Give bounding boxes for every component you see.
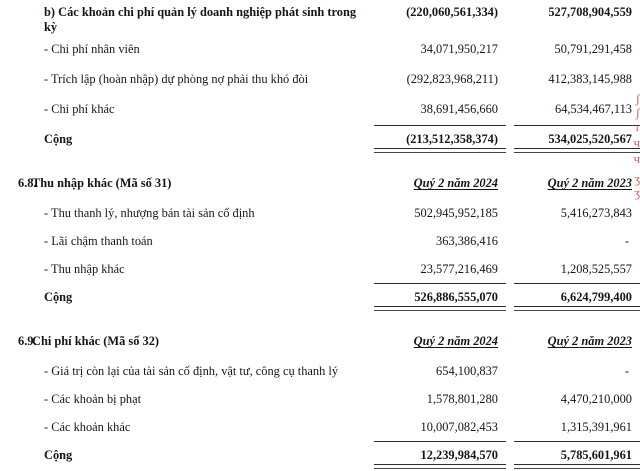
section-heading-row	[0, 327, 640, 357]
section-heading-row	[0, 169, 640, 199]
total-value-prior: 6,624,799,400	[512, 283, 640, 313]
row-number-spacer	[0, 385, 22, 413]
section-number	[0, 0, 22, 35]
table-row	[0, 227, 640, 255]
table-row	[0, 357, 640, 385]
row-label: - Thu nhập khác	[44, 262, 125, 277]
table-row	[0, 199, 640, 227]
row-number-spacer	[0, 255, 22, 283]
row-label: - Chi phí khác	[44, 102, 115, 117]
table-row	[0, 385, 640, 413]
row-value-prior: 1,208,525,557	[560, 262, 632, 277]
total-row	[0, 125, 640, 155]
row-value-current: 10,007,082,453	[420, 420, 498, 435]
total-value-prior: 5,785,601,961	[512, 441, 640, 471]
row-number-spacer	[0, 357, 22, 385]
row-value-prior: 64,534,467,113	[555, 102, 632, 117]
margin-annotation-mark: ʃ	[635, 105, 640, 120]
section-spacer	[0, 155, 640, 169]
table-row	[0, 413, 640, 441]
row-value-prior: 50,791,291,458	[554, 42, 632, 57]
total-label: Cộng	[44, 290, 73, 305]
row-number-spacer	[0, 413, 22, 441]
total-row	[0, 283, 640, 313]
row-value-prior: -	[624, 234, 629, 249]
section-title: Thu nhập khác (Mã số 31)	[32, 176, 172, 191]
row-number-spacer	[0, 227, 22, 255]
total-value-current: (213,512,358,374)	[372, 125, 506, 155]
row-label: - Chi phí nhân viên	[44, 42, 140, 57]
row-value-current: 654,100,837	[436, 364, 498, 379]
column-header-current: Quý 2 năm 2024	[413, 334, 498, 349]
row-value-current: 1,578,801,280	[426, 392, 498, 407]
table-row	[0, 35, 640, 65]
total-row	[0, 441, 640, 471]
total-value-current: 526,886,555,070	[372, 283, 506, 313]
row-number-spacer	[0, 35, 22, 65]
row-value-current: 34,071,950,217	[420, 42, 498, 57]
table-row	[0, 95, 640, 125]
row-label: - Các khoản khác	[44, 420, 131, 435]
total-value-current: 12,239,984,570	[372, 441, 506, 471]
section-number: 6.9.	[18, 334, 37, 349]
margin-annotation-mark: ч	[633, 135, 640, 150]
margin-annotation-mark: ɾ	[635, 119, 640, 134]
section-heading-row	[0, 0, 640, 35]
section-title-value-current: (220,060,561,334)	[406, 5, 498, 19]
row-value-prior: 5,416,273,843	[560, 206, 632, 221]
row-value-current: 38,691,456,660	[420, 102, 498, 117]
row-number-spacer	[0, 65, 22, 95]
row-number-spacer	[0, 283, 22, 313]
margin-annotation-mark: ʒ	[634, 185, 640, 200]
row-label: - Thu thanh lý, nhượng bán tài sản cố định	[44, 206, 255, 221]
section-title-value-prior: 527,708,904,559	[548, 5, 632, 19]
margin-annotation-mark: ч	[633, 151, 640, 166]
column-header-prior: Quý 2 năm 2023	[547, 176, 632, 191]
section-title: b) Các khoản chi phí quản lý doanh nghiệp phát sinh trong kỳ	[44, 5, 357, 35]
total-label: Cộng	[44, 448, 73, 463]
row-value-prior: 412,383,145,988	[548, 72, 632, 87]
row-number-spacer	[0, 199, 22, 227]
total-label: Cộng	[44, 132, 73, 147]
row-label: - Giá trị còn lại của tài sản cố định, vật tư, công cụ thanh lý	[44, 364, 339, 379]
row-value-prior: 4,470,210,000	[560, 392, 632, 407]
section-title: Chi phí khác (Mã số 32)	[32, 334, 160, 349]
row-label: - Lãi chậm thanh toán	[44, 234, 153, 249]
row-value-current: 23,577,216,469	[420, 262, 498, 277]
row-number-spacer	[0, 441, 22, 471]
section-number: 6.8.	[18, 176, 37, 191]
row-label: - Trích lập (hoàn nhập) dự phòng nợ phải thu khó đòi	[44, 72, 309, 87]
total-value-prior: 534,025,520,567	[512, 125, 640, 155]
margin-annotation-mark: ʃ	[635, 91, 640, 106]
row-value-prior: 1,315,391,961	[560, 420, 632, 435]
row-value-prior: -	[624, 364, 629, 379]
section-spacer	[0, 313, 640, 327]
column-header-prior: Quý 2 năm 2023	[547, 334, 632, 349]
row-value-current: 502,945,952,185	[414, 206, 498, 221]
column-header-current: Quý 2 năm 2024	[413, 176, 498, 191]
table-row	[0, 255, 640, 283]
row-value-current: (292,823,968,211)	[406, 72, 498, 87]
margin-annotation-mark: ʒ	[634, 171, 640, 186]
row-number-spacer	[0, 95, 22, 125]
row-label: - Các khoản bị phạt	[44, 392, 142, 407]
row-value-current: 363,386,416	[436, 234, 498, 249]
table-row	[0, 65, 640, 95]
row-number-spacer	[0, 125, 22, 155]
